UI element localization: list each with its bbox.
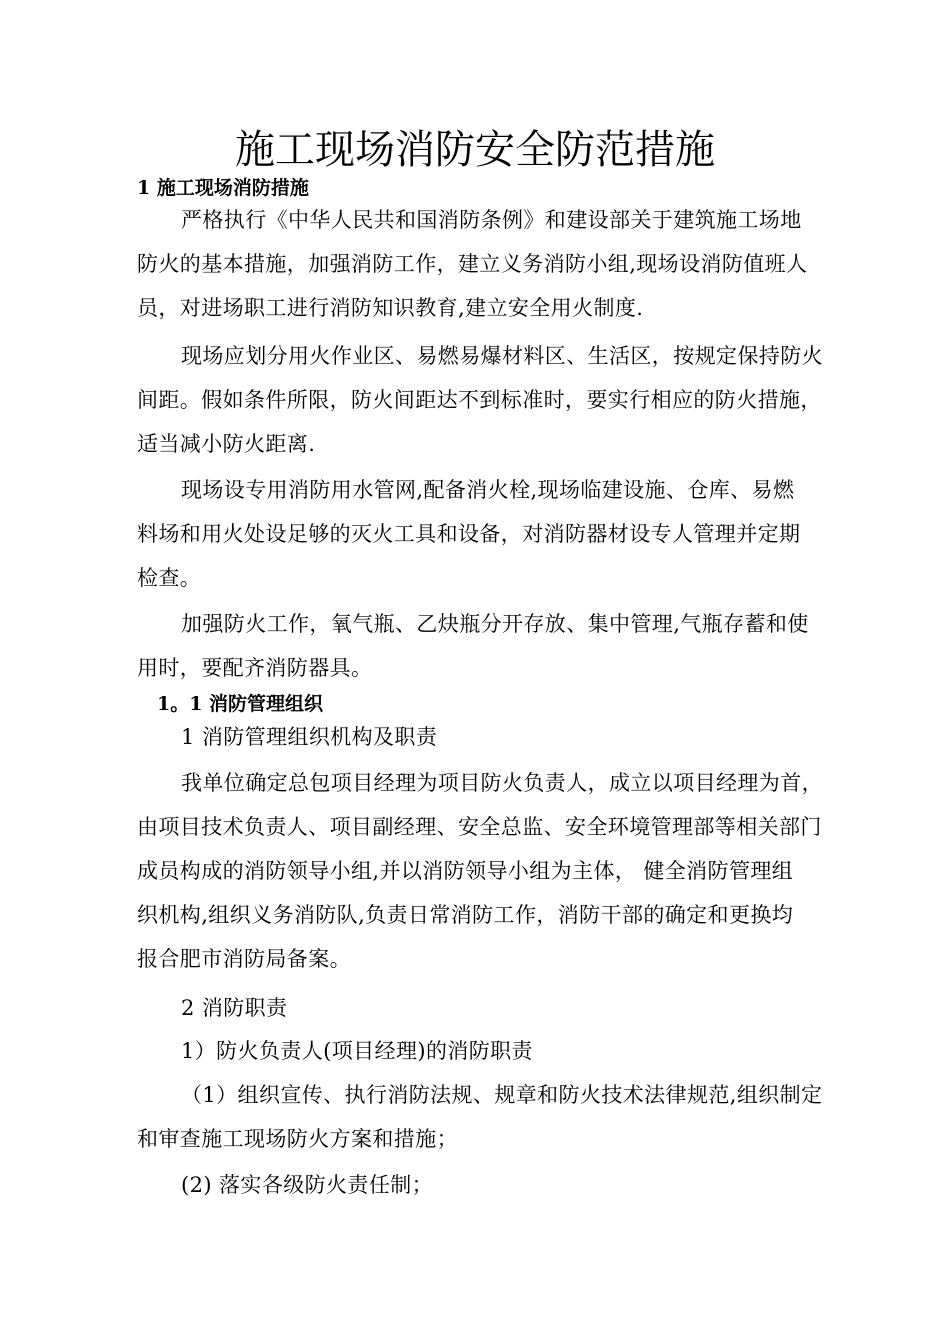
text-line: 加强防火工作，氧气瓶、乙炔瓶分开存放、集中管理,气瓶存蓄和使 (181, 612, 809, 636)
item-1-title (137, 715, 837, 759)
paragraph-organization (137, 761, 837, 981)
item-2-sub-1 (137, 1029, 837, 1073)
item-2-sub-1-point-1 (137, 1073, 837, 1161)
text-line: 料场和用火处设足够的灭火工具和设备，对消防器材设专人管理并定期 (137, 522, 801, 546)
text-line: 间距。假如条件所限，防火间距达不到标准时，要实行相应的防火措施， (137, 388, 822, 412)
text-line: 报合肥市消防局备案。 (137, 947, 351, 971)
paragraph-gas-cylinders (137, 602, 837, 690)
document-title: 施工现场消防安全防范措施 (235, 127, 715, 173)
text-line: (2) 落实各级防火责任制； (181, 1173, 434, 1197)
text-line: 现场设专用消防用水管网,配备消火栓,现场临建设施、仓库、易燃 (181, 478, 795, 502)
item-2-sub-1-point-2 (137, 1163, 837, 1207)
text-line: 成员构成的消防领导小组,并以消防领导小组为主体， 健全消防管理组 (137, 859, 794, 883)
text-line: 织机构,组织义务消防队,负责日常消防工作，消防干部的确定和更换均 (137, 903, 794, 927)
text-line: 1）防火负责人(项目经理)的消防职责 (181, 1039, 533, 1063)
paragraph-water-network (137, 468, 837, 600)
text-line: 2 消防职责 (181, 996, 288, 1020)
text-line: 1 消防管理组织机构及职责 (181, 725, 438, 749)
text-line: 由项目技术负责人、项目副经理、安全总监、安全环境管理部等相关部门 (137, 815, 822, 839)
text-line: 现场应划分用火作业区、易燃易爆材料区、生活区，按规定保持防火 (181, 344, 823, 368)
text-line: 检查。 (137, 566, 202, 590)
paragraph-strict-compliance (137, 198, 837, 330)
section-heading-1-1: 1。1 消防管理组织 (157, 693, 324, 715)
section-heading-1: 1 施工现场消防措施 (137, 177, 309, 199)
text-line: （1）组织宣传、执行消防法规、规章和防火技术法律规范,组织制定 (181, 1083, 823, 1107)
text-line: 用时，要配齐消防器具。 (137, 656, 373, 680)
paragraph-zoning (137, 334, 837, 466)
text-line: 员，对进场职工进行消防知识教育,建立安全用火制度. (137, 296, 644, 320)
text-line: 我单位确定总包项目经理为项目防火负责人，成立以项目经理为首， (181, 771, 823, 795)
text-line: 严格执行《中华人民共和国消防条例》和建设部关于建筑施工场地 (181, 208, 802, 232)
item-2-title (137, 986, 837, 1030)
text-line: 和审查施工现场防火方案和措施； (137, 1127, 458, 1151)
text-line: 防火的基本措施，加强消防工作，建立义务消防小组,现场设消防值班人 (137, 252, 808, 276)
text-line: 适当减小防火距离. (137, 432, 316, 456)
